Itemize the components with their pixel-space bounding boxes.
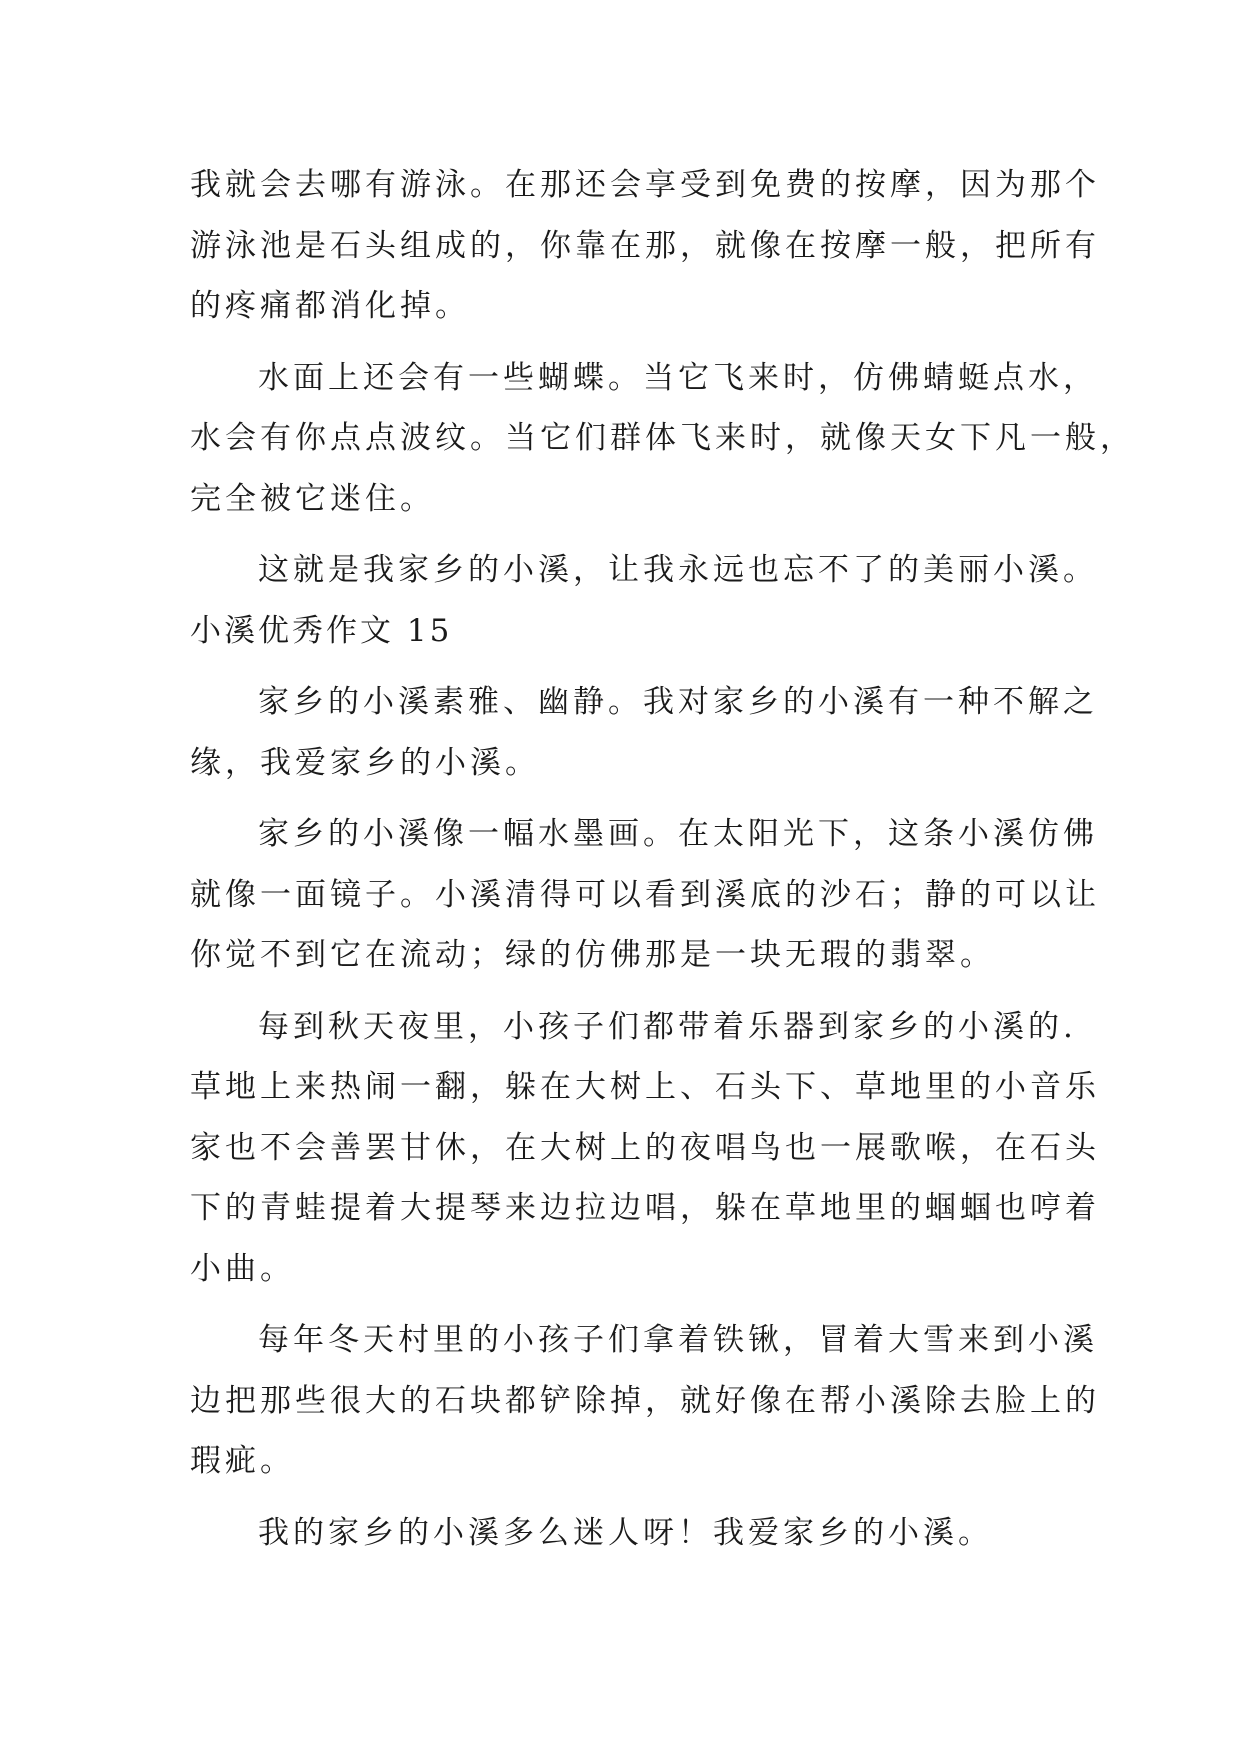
text-line: 你觉不到它在流动；绿的仿佛那是一块无瑕的翡翠。 [190,937,995,973]
text-line: 边把那些很大的石块都铲除掉，就好像在帮小溪除去脸上的 [190,1382,1100,1419]
paragraph-first-line: 每年冬天村里的小孩子们拿着铁锹，冒着大雪来到小溪 [258,1322,1098,1358]
text-line: 的疼痛都消化掉。 [190,288,470,324]
paragraph-first-line: 水面上还会有一些蝴蝶。当它飞来时，仿佛蜻蜓点水， [258,359,1098,396]
text-line: 瑕疵。 [190,1443,295,1479]
paragraph-first-line: 家乡的小溪像一幅水墨画。在太阳光下，这条小溪仿佛 [258,816,1098,852]
text-line: 就像一面镜子。小溪清得可以看到溪底的沙石；静的可以让 [190,876,1100,913]
paragraph-first-line: 每到秋天夜里，小孩子们都带着乐器到家乡的小溪的. [258,1008,1077,1045]
text-line: 下的青蛙提着大提琴来边拉边唱，躲在草地里的蝈蝈也哼着 [190,1190,1100,1226]
essay-body [190,155,1135,1563]
paragraph-first-line: 家乡的小溪素雅、幽静。我对家乡的小溪有一种不解之 [258,684,1098,720]
text-line: 缘，我爱家乡的小溪。 [190,744,540,781]
text-line: 我就会去哪有游泳。在那还会享受到免费的按摩，因为那个 [190,167,1100,203]
text-line: 完全被它迷住。 [190,480,435,517]
paragraph-first-line: 这就是我家乡的小溪，让我永远也忘不了的美丽小溪。 [258,552,1098,588]
paragraph-first-line: 我的家乡的小溪多么迷人呀！我爱家乡的小溪。 [258,1514,993,1551]
text-line: 游泳池是石头组成的，你靠在那，就像在按摩一般，把所有 [190,227,1100,264]
text-line: 水会有你点点波纹。当它们群体飞来时，就像天女下凡一般， [190,420,1135,456]
text-line: 小曲。 [190,1250,295,1287]
text-line: 草地上来热闹一翻，躲在大树上、石头下、草地里的小音乐 [190,1069,1100,1105]
text-line: 家也不会善罢甘休，在大树上的夜唱鸟也一展歌喉，在石头 [190,1129,1100,1166]
section-heading: 小溪优秀作文 15 [190,612,453,649]
